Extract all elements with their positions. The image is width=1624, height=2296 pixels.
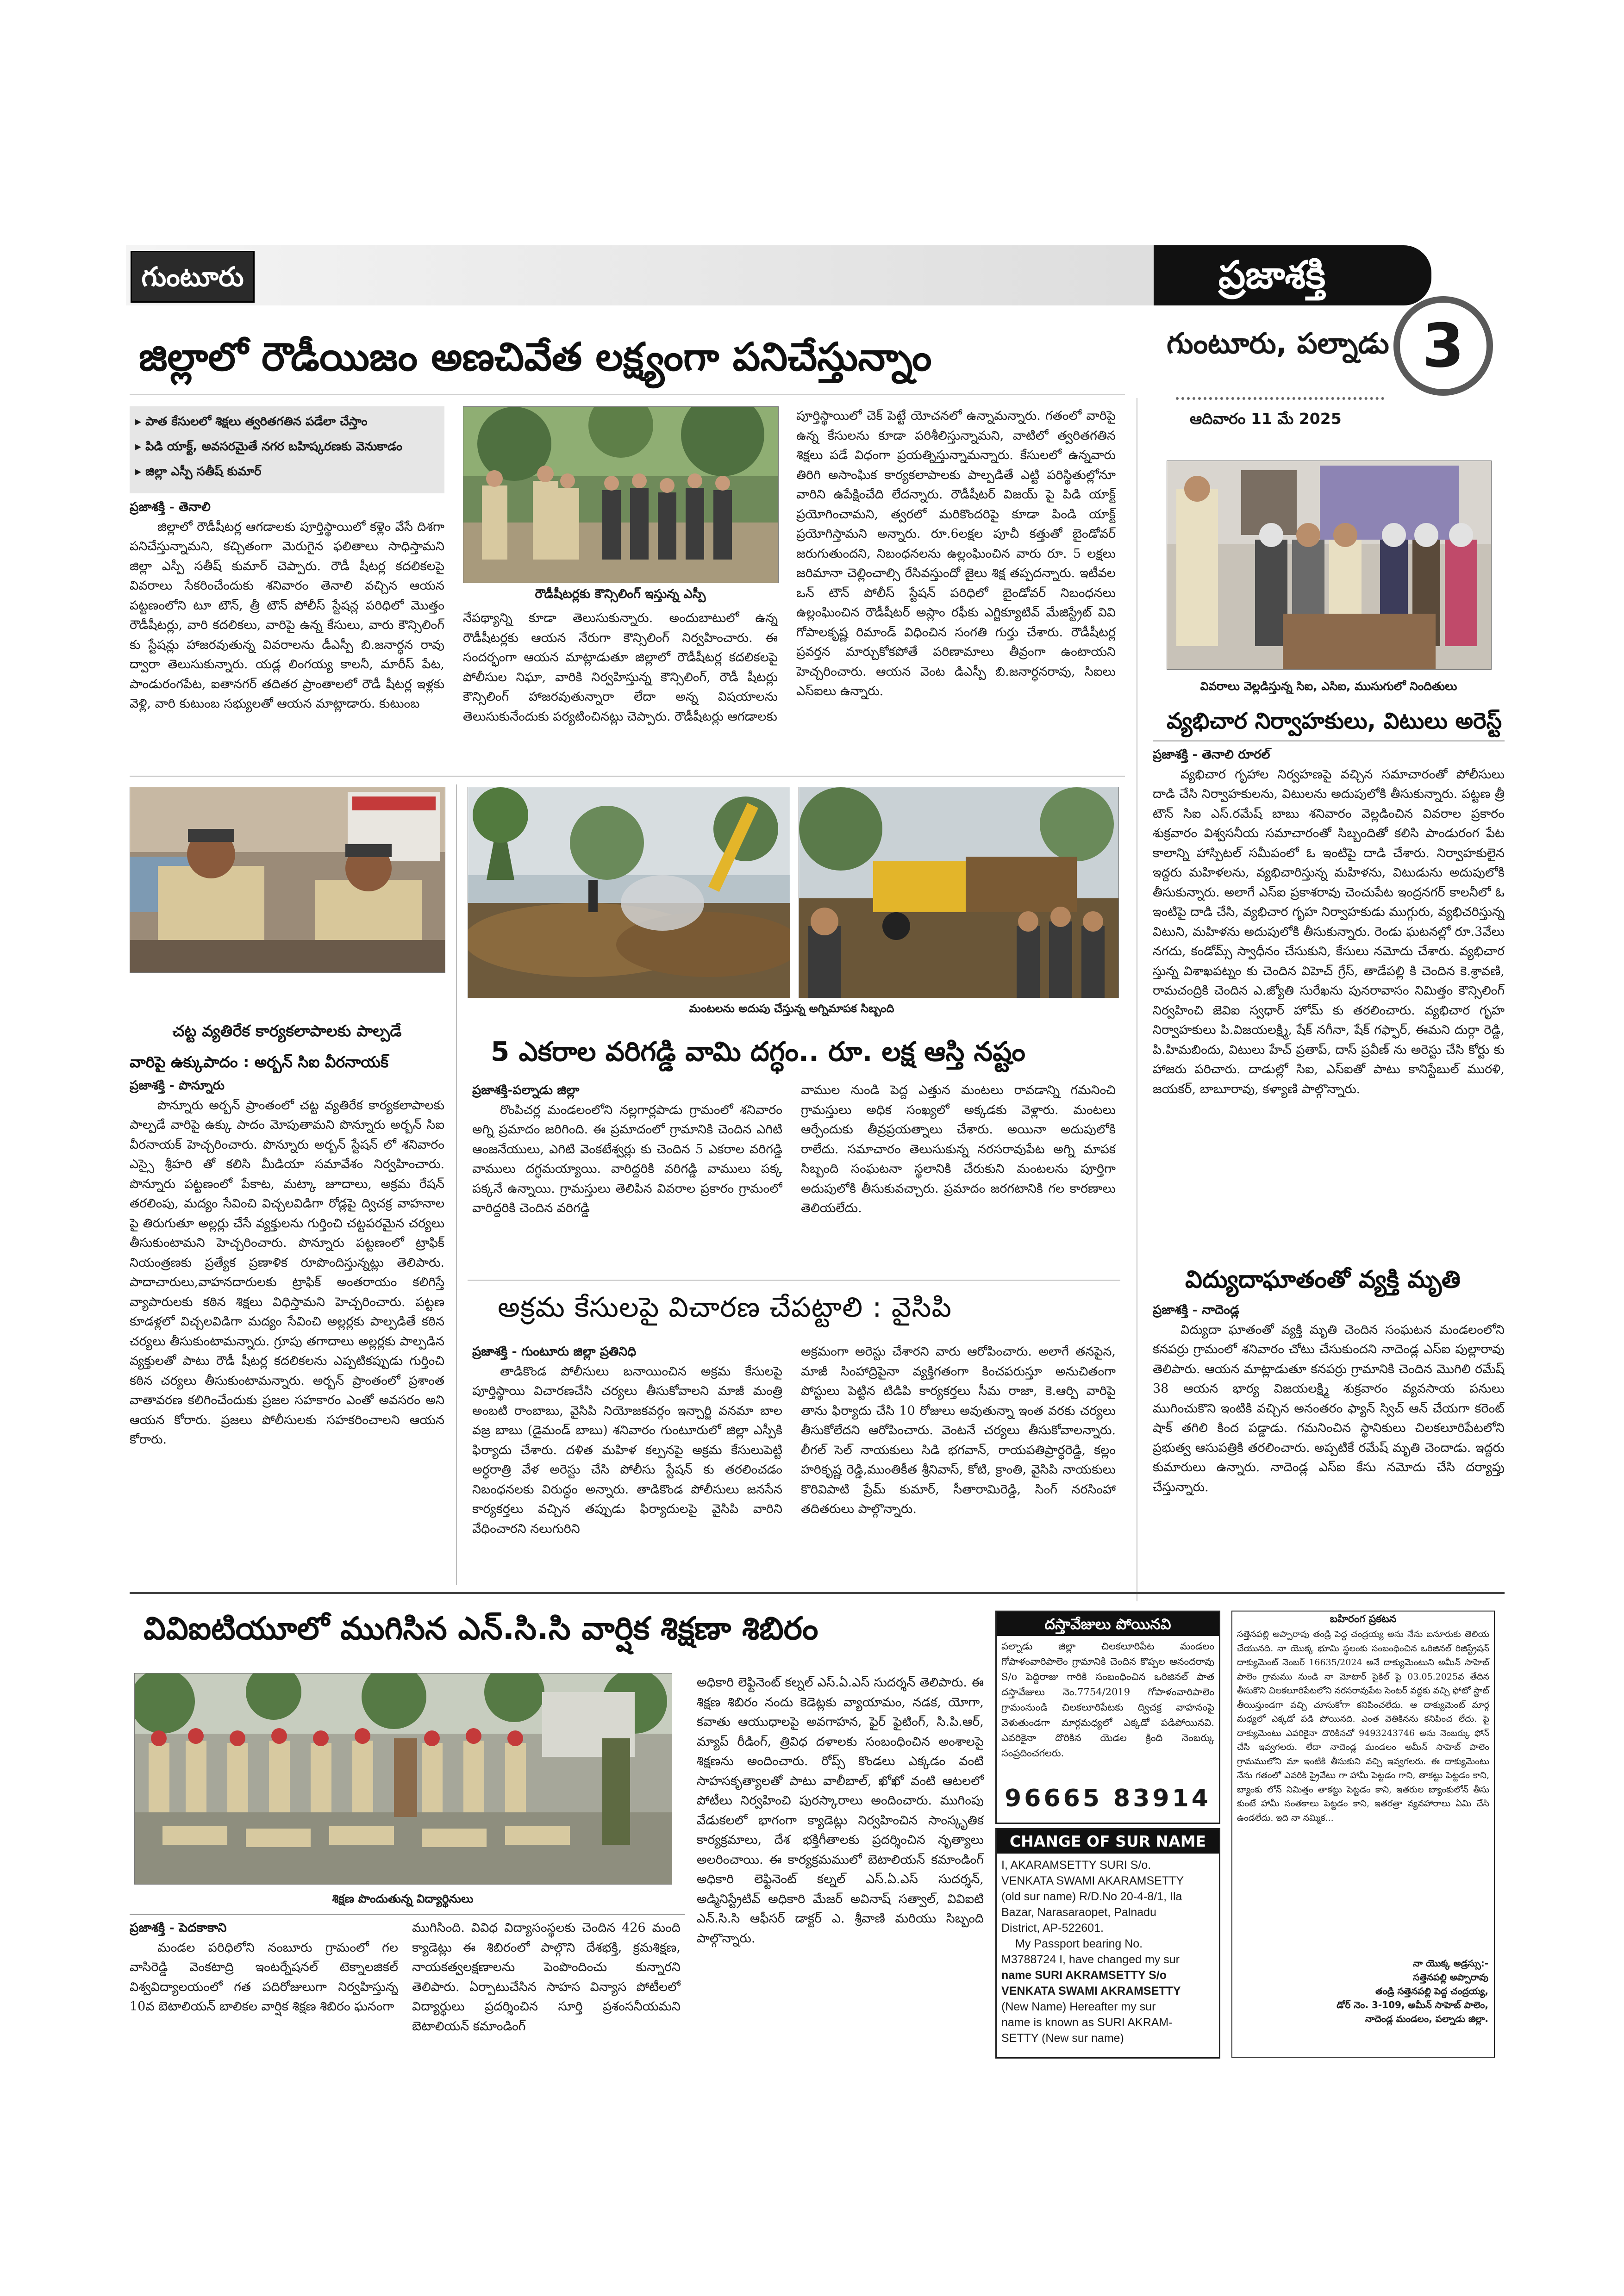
name-line: District, AP-522601. — [1001, 1922, 1104, 1935]
section-label: గుంటూరు — [141, 261, 244, 292]
date-line: ఆదివారం 11 మే 2025 — [1190, 410, 1342, 428]
ncc-photo — [134, 1673, 672, 1885]
lead-dateline: ప్రజాశక్తి - తెనాలి — [130, 500, 211, 514]
ncc-col2-text: ముగిసింది. వివిధ విద్యాసంస్థలకు చెందిన 426 మంది క్యాడెట్లు ఈ శిబిరంలో పాల్గొని దేశభక్తి, క్రమశిక్షణ, నాయకత్వలక్షణాలను పెంపొందించు కున్నారని తెలిపారు. ఏర్పాటుచేసిన సాహస విన్యాస పోటీలలో విద్యార్థులు ప్రదర్శించిన సూర్తి ప్రశంసనీయమని బెటాలియన్ కమాండింగ్ — [412, 1921, 681, 2034]
fire-dateline: ప్రజాశక్తి-పల్నాడు జిల్లా — [472, 1083, 580, 1097]
classified-name-title: CHANGE OF SUR NAME — [997, 1829, 1219, 1854]
lead-col1 — [130, 498, 444, 765]
right-photo-caption: వివరాలు వెల్లడిస్తున్న సిఐ, ఎసిఐ, ముసుగులో నిందితులు — [1200, 679, 1457, 693]
fire-col2-text: వాముల నుండి పెద్ద ఎత్తున మంటలు రావడాన్ని గమనించి గ్రామస్తులు అధిక సంఖ్యలో అక్కడకు వెళ్లారు. మంటలు ఆర్పేందుకు తీవ్రప్రయత్నాలు చేశారు. అయినా అదుపులోకి రాలేదు. సమాచారం తెలుసుకున్న నరసరావుపేట అగ్ని మాపక సిబ్బంది సంఘటనా స్థలానికి చేరుకుని మంటలను పూర్తిగా అదుపులోకి తీసుకువచ్చారు. ప్రమాదం జరగటానికి గల కారణాలు తెలియలేదు. — [801, 1083, 1116, 1215]
ysrcp-col2-text: అక్రమంగా అరెస్టు చేశారని వారు ఆరోపించారు. అలాగే తనపైన, మాజీ సింహాద్రిపైనా వ్యక్తిగతంగా కించపరుస్తూ అనుచితంగా పోస్టులు పెట్టిన టిడిపి కార్యకర్తలు సీమ రాజా, కె.ఆర్పి వారిపై తాను ఫిర్యాదు చేసి 10 రోజులు అవుతున్నా ఇంత వరకు చర్యలు తీసుకోలేదని ఆరోపించారు. వెంటనే చర్యలు తీసుకోవాలన్నారు. లీగల్ సెల్ నాయకులు సిడి భగవాన్, రాయపతిప్రార్ధరెడ్డి, కల్లం హరికృష్ణ రెడ్డి,ముంతికీత శ్రీనివాస్, కోటి, క్రాంతి, వైసిపి నాయకులు కొరివిపాటి ప్రేమ్ కుమార్, సీతారామిరెడ్డి, సింగ్ నరసింహా తదితరులు పాల్గొన్నారు. — [801, 1344, 1116, 1516]
ncc-photo-caption: శిక్షణ పొందుతున్న విద్యార్థినులు — [332, 1892, 474, 1905]
name-line: My Passport bearing No. — [1015, 1937, 1143, 1950]
dotted-rule — [1176, 397, 1384, 400]
ncc-cadets-photo — [135, 1674, 672, 1884]
vice-body — [1153, 745, 1505, 1252]
brand-box — [1154, 245, 1431, 305]
women-text: పొన్నూరు అర్బన్ ప్రాంతంలో చట్ట వ్యతిరేక కార్యకలాపాలకు పాల్పడే వారిపై ఉక్కు పాదం మోపుతామని పొన్నూరు అర్బన్ సిఐ వీరనాయక్ హెచ్చరించారు. పొన్నూరు అర్బన్ స్టేషన్ లో శనివారం ఎస్సై శ్రీహరి తో కలిసి మీడియా సమావేశం నిర్వహించారు. పొన్నూరు పట్టణంలో పేకాట, మట్కా జూదాలు, అక్రమ రేషన్ తరలింపు, మద్యం సేవించి విచ్చలవిడిగా రోడ్లపై ద్విచక్ర వాహనాల పై తిరుగుతూ అల్లర్లు చేసే వ్యక్తులను గుర్తించి చట్టపరమైన చర్యలు తీసుకుంటామని హెచ్చరించారు. పొన్నూరు పట్టణంలో ట్రాఫిక్ నియంత్రణకు ప్రత్యేక ప్రణాళిక రూపొందిస్తున్నట్లు తెలిపారు. పాదాచారులు,వాహనదారులకు ట్రాఫిక్ అంతరాయం కలిగిస్తే వ్యాపారులకు కఠిన శిక్షలు విధిస్తామని హెచ్చరించారు. పట్టణ కూడళ్లలో విచ్చలవిడిగా మద్యం సేవించి అల్లర్లకు పాల్పడితే కఠిన చర్యలు తీసుకుంటామన్నారు. గ్రూపు తగాదాలు అల్లర్లకు పాల్పడిన వ్యక్తులతో పాటు రౌడీ షీటర్ల కదలికలను ఎప్పటికప్పుడు గుర్తించి కఠిన చర్యలు తీసుకుంటామన్నారు. అర్బన్ ప్రాంతంలో ప్రశాంత వాతావరణ కలిగించేందుకు ప్రజల సహకారం ఎంతో అవసరం అని ఆయన కోరారు. ప్రజలు పోలీసులకు సహకరించాలని ఆయన కోరారు. — [130, 1098, 444, 1447]
electrocution-body — [1153, 1300, 1505, 1601]
name-line: VENKATA SWAMI AKRAMSETTY — [1001, 1985, 1181, 1997]
ncc-caption-rule — [130, 1914, 685, 1915]
vice-headline: వ్యభిచార నిర్వాహకులు, విటులు అరెస్ట్ — [1167, 708, 1502, 734]
masthead — [126, 245, 1496, 305]
vice-dateline: ప్రజాశక్తి - తెనాలి రూరల్ — [1153, 747, 1270, 762]
signature-line: నాదెండ్ల మండలం, పల్నాడు జిల్లా. — [1365, 2013, 1488, 2024]
bullet-triangle-icon: ▸ — [135, 465, 146, 479]
women-dateline: ప్రజాశక్తి - పొన్నూరు — [130, 1078, 225, 1093]
fire-scene-photo-2 — [799, 787, 1118, 998]
lead-headline: జిల్లాలో రౌడీయిజం అణచివేత లక్ష్యంగా పనిచేస్తున్నాం — [139, 334, 932, 380]
section-label-box — [131, 251, 255, 303]
ysrcp-col2 — [801, 1342, 1116, 1585]
classified-lost-body: పల్నాడు జిల్లా చిలకలూరిపేట మండలం గోపాళంవారిపాలెం గ్రామానికి చెందిన కొప్పల ఆనందరావు S/o పెద్దిరాజు గారికి సంబంధించిన ఒరిజినల్ పాత దస్తావేజులు నెం.7754/2019 గోపాళంవారిపాలెం గ్రామంనుండి చిలకలూరిపేటకు ద్విచక్ర వాహనంపై వెళుతుండగా మార్గమధ్యలో ఎక్కడో పడిపోయినవి. ఎవరికైనా దొరికిన యెడల క్రింది నెంబర్కు సంప్రదించగలరు. — [1001, 1641, 1214, 1759]
fire-col2 — [801, 1081, 1116, 1270]
middle-row-rule — [130, 776, 1125, 777]
signature-line: తండ్రి సత్తెనపల్లి పెద్ద చంద్రయ్య, — [1375, 1985, 1488, 1997]
ysrcp-headline: అక్రమ కేసులపై విచారణ చేపట్టాలి : వైసిపి — [498, 1291, 952, 1324]
fire-photo-right — [799, 787, 1119, 998]
ncc-col1-text: మండల పరిధిలోని నంబూరు గ్రామంలో గల వాసిరెడ్డి వెంకటాద్రి ఇంటర్నేషనల్ టెక్నాలజికల్ విశ్వవిద్యాలయంలో గత పదిరోజులుగా నిర్వహిస్తున్న 10వ బెటాలియన్ బాలికల వార్షిక శిక్షణ శిబిరం ఘనంగా — [130, 1940, 398, 2014]
lead-col3-text: పూర్తిస్థాయిలో చెక్ పెట్టే యోచనలో ఉన్నామన్నారు. గతంలో వారిపై ఉన్న కేసులను కూడా పరిశీలిస్తున్నామని, వాటిలో త్వరితగతిన శిక్షలు పడే విధంగా ప్రయత్నిస్తున్నామన్నారు. కేసులలో ఉన్నవారు తిరిగి అసాంఘిక కార్యకలాపాలకు పాల్పడితే ఎట్టి పరిస్థితుల్లోనూ వారిని ఉపేక్షించేది లేదన్నారు. రౌడీషీటర్ విజయ్ పై పిడి యాక్ట్ ప్రయోగించామని, త్వరలో మరికొందరిపై కూడా పిండి యాక్ట్ ప్రయోగిస్తామని అన్నారు. రూ.6లక్షల పూచీ కత్తుతో బైండోవర్ జరుగుతుందని, నిబంధనలను ఉల్లంఘించిన వారు రూ. 5 లక్షలు జరిమానా చెల్లించాల్సి రేసివస్తుందో జైలు శిక్ష తప్పదన్నారు. ఇటీవల ఒన్ టౌన్ పోలీస్ స్టేషన్ పరిధిలో బైండోవర్ నిబంధనలు ఉల్లంఘించిన రౌడీషీటర్ అస్లాం రఫీకు ఎగ్జిక్యూటివ్ మేజిస్ట్రేట్ వివి గోపాలకృష్ణ రిమాండ్ విధించిన సంగతి గుర్తు చేశారు. రౌడీషీటర్ల ప్రవర్తన మార్చుకోకపోతే పరిణామాలు తీవ్రంగా ఉంటాయని హెచ్చరించారు. ఆయన వెంట డిఎస్పీ బి.జనార్ధనరావు, సిఐలు ఎస్ఐలు ఉన్నారు. — [796, 409, 1116, 698]
page-number: 3 — [1422, 311, 1464, 381]
lead-underline — [130, 394, 1125, 395]
ncc-dateline: ప్రజాశక్తి - పెదకాకాని — [130, 1921, 227, 1935]
lead-col1-text: జిల్లాలో రౌడీషీటర్ల ఆగడాలకు పూర్తిస్థాయిలో కళ్లెం వేసే దిశగా పనిచేస్తున్నామని, కచ్చితంగా మెరుగైన ఫలితాలు సాధిస్తామని జిల్లా ఎస్పీ సతీష్ కుమార్ చెప్పారు. రౌడీ షీటర్ల కదలికలపై వివరాలు సేకరించేందుకు శనివారం తెనాలి వచ్చిన ఆయన పట్టణంలోని టూ టౌన్, త్రీ టౌన్ పోలీస్ స్టేషన్ల పరిధిలో మొత్తం రౌడీషీటర్లు, వారి కదలికలు, వారిపై ఉన్న కేసులు, వారు కౌన్సిలింగ్ కు స్టేషన్లు హాజరవుతున్న వివరాలను డీఎస్పీ బి.జనార్ధన రావు ద్వారా తెలుసుకున్నారు. యడ్ల లింగయ్య కాలనీ, మారీస్ పేట, పాండురంగపేట, ఐతానగర్ తదితర ప్రాంతాలలో రౌడీ షీటర్ల ఇళ్లకు వెళ్లి, వారి కుటుంబ సభ్యులతో ఆయన మాట్లాడారు. కుటుంబ — [130, 519, 444, 711]
signature-line: డోర్ నెం. 3-109, అమీన్ సాహెబ్ పాలెం, — [1337, 1999, 1488, 2010]
brand-logo: ప్రజాశక్తి — [1218, 253, 1326, 297]
women-helpdesk-photo — [130, 787, 445, 973]
women-body — [130, 1076, 444, 1585]
police-officers-photo — [130, 787, 445, 972]
electrocution-text: విద్యుదా ఘాతంతో వ్యక్తి మృతి చెందిన సంఘటన మండలంలోని కనపర్రు గ్రామంలో శనివారం చోటు చేసుకుందని నాదెండ్ల ఎస్ఐ పుల్లారావు తెలిపారు. ఆయన మాట్లాడుతూ కనపర్రు గ్రామానికి చెందిన మొగిలి రమేష్ 38 ఆయన భార్య విజయలక్ష్మి శుక్రవారం వ్యవసాయ పనులు ముగించుకొని ఇంటికి వచ్చిన అనంతరం ఫ్యాన్ స్విచ్ ఆన్ చేయగా కరెంట్ షాక్ తగిలి కింద పడ్డాడు. గమనించిన స్థానికులు చిలకలూరిపేటలోని ప్రభుత్వ ఆసుపత్రికి తరలించారు. అప్పటికే రమేష్ మృతి చెందాడు. ఇద్దరు కుమారులు ఉన్నారు. నాదెండ్ల ఎస్ఐ కేసు నమోదు చేసి దర్యాప్తు చేస్తున్నారు. — [1153, 1322, 1505, 1494]
fire-photo-left — [468, 787, 790, 998]
page-number-badge — [1393, 296, 1493, 396]
classified-public-notice — [1231, 1611, 1495, 2058]
classified-change-name — [995, 1828, 1220, 2059]
name-line: VENKATA SWAMI AKARAMSETTY — [1001, 1874, 1184, 1887]
bullet-triangle-icon: ▸ — [135, 415, 146, 429]
signature-line: నా యొక్క అడ్రస్సు:- — [1413, 1958, 1488, 1969]
classified-lost-docs — [995, 1611, 1220, 1824]
vice-text: వ్యభిచార గృహాల నిర్వహణపై వచ్చిన సమాచారంతో పోలీసులు దాడి చేసి నిర్వాహకులను, విటులను అదుపులోకి తీసుకున్నారు. పట్టణ త్రీ టౌన్ సిఐ ఎస్.రమేష్ బాబు శనివారం వెల్లడించిన వివరాల ప్రకారం శుక్రవారం విశ్వసనీయ సమాచారంతో సిబ్బందితో కలిసి పాండురంగ పేట కాలాన్ని హాస్పిటల్ సమీపంలో ఓ ఇంటిపై దాడి చేశారు. నిర్వాహకులైన ఇద్దరు మహిళలను, వ్యభిచారిస్తున్న మహిళను, విటుడును అదుపులోకి తీసుకున్నారు. అలాగే ఎస్ఐ ప్రకాశరావు చెంచుపేట ఇంద్రనగర్ కాలనీలో ఓ ఇంటిపై దాడి చేసి, వ్యభిచార గృహ నిర్వాహకుడు ముగ్గురు, వ్యభిచరిస్తున్న విటుని, మహిళను అదుపులోకి తీసుకున్నారు. రెండు ఘటనల్లో రూ.3వేలు నగదు, కండోమ్స్ స్వాధీనం చేసుకుని, కేసులు నమోదు చేశారు. వ్యభిచార స్తున్న విశాఖపట్నం కు చెందిన విహెచ్ గ్రేస్, తాడేపల్లి కి చెందిన కె.శ్రావణి, రామచంద్రికి చెందిన ఎ.జ్యోతి సురేఖను పునరావాసం నిమిత్తం కౌన్సిలింగ్ నిర్వహించి జెవిఐ స్వధార్ హోమ్ కు తరలించారు. వ్యభిచార గృహ నిర్వాహకులు పి.విజయలక్ష్మి, షేక్ నగీనా, షేక్ గఫ్ఫార్, ఈమని దుర్గా రెడ్డి, పి.హిమబిందు, విటులు హేచ్ ప్రతాప్, దాస్ ప్రవీణ్ ను అరెస్టు చేసి కోర్టు కు హాజరు పరిచారు. దాడుల్లో సిఐ, ఎస్ఐతో పాటు కానిస్టేబుల్ మురళి, జయకర్, బాబూరావు, కళ్యాణి పాల్గొన్నారు. — [1153, 767, 1505, 1096]
name-line: name SURI AKRAMSETTY S/o — [1001, 1969, 1167, 1982]
name-line: Bazar, Narasaraopet, Palnadu — [1001, 1906, 1156, 1919]
women-photo-caption: చట్ట వ్యతిరేక కార్యకలాపాలకు పాల్పడే — [172, 1022, 402, 1040]
women-headline: వారిపై ఉక్కుపాదం : అర్బన్ సిఐ వీరనాయక్ — [130, 1053, 389, 1071]
electrocution-dateline: ప్రజాశక్తి - నాదెండ్ల — [1153, 1303, 1239, 1317]
name-line: (old sur name) R/D.No 20-4-8/1, Ila — [1001, 1890, 1182, 1903]
lead-col3 — [796, 406, 1116, 767]
ysrcp-col1-text: తాడికొండ పోలీసులు బనాయించిన అక్రమ కేసులపై పూర్తిస్థాయి విచారణచేసి చర్యలు తీసుకోవాలని మాజీ మంత్రి అంబటి రాంబాబు, వైసిపి నియోజకవర్గం ఇన్చార్జి వనమా బాల వజ్ర బాబు (డైమండ్ బాబు) శనివారం గుంటూరులో జిల్లా ఎస్పీకి ఫిర్యాదు చేశారు. దళిత మహిళ కల్పనపై అక్రమ కేసులుపెట్టి అర్ధరాత్రి వేళ అరెస్టు చేసి పోలీసు స్టేషన్ కు తరలించడం నిబంధనలకు విరుద్ధం అన్నారు. తాడికొండ పోలీసులు జనసేన కార్యకర్తలు వచ్చిన తప్పుడు ఫిర్యాదులపై వైసిపి వారిని వేధించారని నలుగురిని — [472, 1364, 782, 1536]
fire-photo-caption: మంటలను అదుపు చేస్తున్న అగ్నిమాపక సిబ్బంది — [689, 1002, 894, 1015]
fire-scene-photo-1 — [468, 787, 790, 998]
ysrcp-top-rule — [468, 1280, 1120, 1281]
ysrcp-dateline: ప్రజాశక్తి - గుంటూరు జిల్లా ప్రతినిధి — [472, 1344, 637, 1359]
classified-lost-phone: 96665 83914 — [1005, 1785, 1211, 1812]
fire-col1 — [472, 1081, 782, 1270]
public-notice-signature — [1232, 1954, 1494, 2026]
vice-headline-underline — [1153, 740, 1505, 741]
ncc-headline: వివిఐటియూలో ముగిసిన ఎన్.సి.సి వార్షిక శిక్షణా శిబిరం — [144, 1611, 818, 1647]
ncc-col3-text: అధికారి లెఫ్టినెంట్ కల్నల్ ఎస్.ఏ.ఎస్ సుదర్శన్ తెలిపారు. ఈ శిక్షణ శిబిరం నందు కెడెట్లకు వ్యాయామం, నడక, యోగా, కవాతు ఆయుధాలపై అవగాహన, ఫైర్ ఫైటింగ్, సి.పి.ఆర్, మ్యాప్ రీడింగ్, త్రివిధ దళాలకు సంబంధించిన అంశాలపై శిక్షణను అందించారు. రోప్స్ కొండలు ఎక్కడం వంటి సాహసకృత్యాలతో పాటు వాలీబాల్, ఖోఖో వంటి ఆటలలో పోటీలు నిర్వహించి పురస్కారాలు అందించారు. ముగింపు వేడుకలలో భాగంగా క్యాడెట్లు నిర్వహించిన సాంస్కృతిక కార్యక్రమాలు, దేశ భక్తిగీతాలకు ప్రదర్శించిన నృత్యాలు అలరించాయి. ఈ కార్యక్రమములో బెటాలియన్ కమాండింగ్ అధికారి లెఫ్టినెంట్ కల్నల్ ఎస్.ఏ.ఎస్ సుదర్శన్, అడ్మినిస్ట్రేటివ్ అధికారి మేజర్ అవినాష్ సత్వాల్, వివిఐటి ఎన్.సి.సి ఆఫీసర్ డాక్టర్ ఎ. శ్రీవాణి మరియు సిబ్బంది పాల్గొన్నారు. — [697, 1675, 984, 1946]
name-line: (New Name) Hereafter my sur — [1001, 2000, 1156, 2013]
bullet-item: ▸ జిల్లా ఎస్పీ సతీష్ కుమార్ — [135, 465, 262, 479]
name-line: M3788724 I, have changed my sur — [1001, 1953, 1180, 1966]
bottom-row-rule — [130, 1592, 1505, 1594]
bullet-item: ▸ పాత కేసులలో శిక్షలు త్వరితగతిన పడేలా చేస్తాం — [135, 415, 368, 429]
classified-lost-title: దస్తావేజులు పోయినవి — [997, 1612, 1219, 1636]
middle-left-rule — [456, 784, 457, 1585]
fire-headline: 5 ఎకరాల వరిగడ్డి వామి దగ్ధం.. రూ. లక్ష ఆస్తి నష్టం — [491, 1036, 1025, 1067]
bullet-item: ▸ పిడి యాక్ట్, అవసరమైతే నగర బహిష్కరణకు వెనుకాడం — [135, 440, 403, 454]
ncc-col2 — [412, 1918, 681, 2076]
electrocution-headline: విద్యుదాఘాతంతో వ్యక్తి మృతి — [1185, 1266, 1461, 1294]
ysrcp-col1 — [472, 1342, 782, 1585]
lead-bullets-box — [130, 406, 444, 493]
signature-line: సత్తెనపల్లి అప్పారావు — [1413, 1972, 1488, 1983]
ci-press-meet-photo — [1167, 461, 1491, 669]
police-counseling-photo — [463, 407, 778, 583]
lead-col2 — [463, 609, 778, 766]
right-photo — [1167, 460, 1492, 670]
ncc-col3 — [697, 1673, 984, 2076]
classified-name-body — [997, 1854, 1219, 2050]
ncc-col1 — [130, 1918, 398, 2076]
bullet-triangle-icon: ▸ — [135, 440, 146, 454]
public-notice-body: సత్తెనపల్లి అప్పారావు తండ్రి పెద్ద చంద్రయ్య అను నేను ఐనూరుకు తెలియ చేయునది. నా యొక్క భూమి స్థలంకు సంబంధించిన ఒరిజినల్ రిజిస్ట్రేషన్ దాక్యుమెంట్ నెంబర్ 16635/2024 అనే దాక్యుమెంటుని అమీన్ సాహెబ్ పాలెం గ్రామము నుండి నా మోటార్ సైకిల్ పై 03.05.2025వ తేదిన తీసుకొని చిలకలూరిపేటలోని నరసరావుపేట సెంటర్ వద్దకు వచ్చి ఫోటో స్టాట్ తీయిస్తుండగా వచ్చి చూసుకోగా కనిపించలేదు. ఆ దాక్యుమెంట్ మార్గ మధ్యలో ఎక్కడో పడి పోయినది. ఎంత వెతికినను కనిపించ లేదు. పై దాక్యుమెంటు ఎవరికైనా దొరికినచో 9493243746 అను నెంబర్కు ఫోన్ చేసి ఇవ్వగలరు. లేదా నాదెండ్ల మండలం అమీన్ సాహెబ్ పాలెం గ్రామములోని మా ఇంటికి తీసుకుని వచ్చి ఇవ్వగలరు. ఈ దాక్యుమెంటు నేను గతంలో ఎవరికి ప్రైవేటు గా హామీ పెట్టడం గాని, తాకట్టు పెట్టడం కాని, బ్యాంకు లోన్ నిమిత్తం తాకట్టు పెట్టడం కాని, ఇతరుల బ్యాంకులోన్ తీసు కుంటే హామీ సంతకాలు పెట్టడం కాని, ఇతరత్రా వ్యవహారాలు ఏమి చేసి ఉండలేదు. ఇది నా నమ్మిక... — [1237, 1629, 1489, 1823]
name-line: name is known as SURI AKRAM- — [1001, 2016, 1173, 2029]
public-notice-title: బహిరంగ ప్రకటన — [1330, 1613, 1397, 1625]
edition-label: గుంటూరు, పల్నాడు — [1167, 326, 1389, 360]
lead-photo-caption: రౌడీషీటర్లకు కౌన్సిలింగ్ ఇస్తున్న ఎస్పీ — [535, 587, 706, 601]
lead-col2-text: నేపథ్యాన్ని కూడా తెలుసుకున్నారు. అందుబాటులో ఉన్న రౌడీషీటర్లకు ఆయన నేరుగా కౌన్సిలింగ్ నిర్వహించారు. ఈ సందర్భంగా ఆయన మాట్లాడుతూ జిల్లాలో రౌడీషీటర్ల కదలికలపై పోలీసుల నిఘా, వారికి నిర్వహిస్తున్న కౌన్సిలింగ్, రౌడీ షీటర్లు కౌన్సిలింగ్ హాజరవుతున్నారా లేదా అన్న విషయాలను తెలుసుకునేందుకు పర్యటించినట్లు చెప్పారు. రౌడీషీటర్లు ఆగడాలకు — [463, 611, 778, 724]
lead-photo — [463, 406, 779, 583]
fire-col1-text: రొంపిచర్ల మండలంలోని నల్లగార్లపాడు గ్రామంలో శనివారం అగ్ని ప్రమాదం జరిగింది. ఈ ప్రమాదంలో గ్రామానికి చెందిన ఎగిటి ఆంజనేయులు, ఎగిటి వెంకటేశ్వర్లు కు చెందిన 5 ఎకరాల వరిగడ్డి వాములు దగ్ధమయ్యాయి. వారిద్దరికి వరిగడ్డి వాములు పక్క పక్కనే ఉన్నాయి. గ్రామస్తులు తెలిపిన వివరాల ప్రకారం గ్రామంలో వారిద్దరికి చెందిన వరిగడ్డి — [472, 1102, 782, 1215]
name-line: SETTY (New sur name) — [1001, 2032, 1124, 2045]
name-line: I, AKARAMSETTY SURI S/o. — [1001, 1859, 1151, 1872]
